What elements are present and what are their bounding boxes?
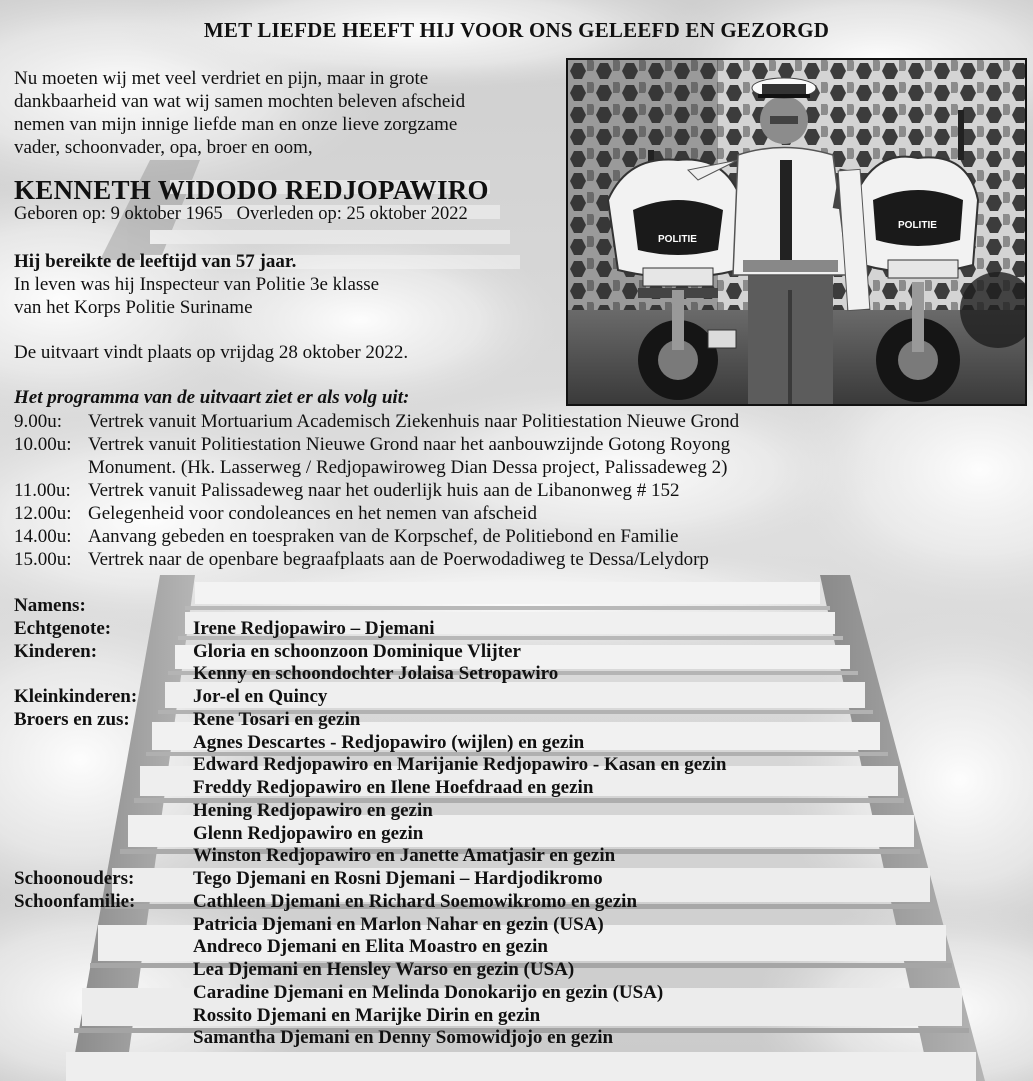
family-category: Broers en zus: [14,708,130,730]
family-category: Kinderen: [14,640,98,662]
program-item [14,410,1014,433]
intro-line: dankbaarheid van wat wij samen mochten beleven afscheid [14,91,466,112]
family-category [14,982,193,1005]
family-names: Agnes Descartes - Redjopawiro (wijlen) en gezin [193,731,585,753]
motorcycle-left-label: POLITIE [658,234,697,245]
program-text: Vertrek vanuit Politiestation Nieuwe Grond naar het aanbouwzijnde Gotong Royong [88,434,731,455]
family-category [14,732,193,755]
age-statement: Hij bereikte de leeftijd van 57 jaar. [14,251,297,272]
program-time: 9.00u: [14,411,63,432]
family-names: Kenny en schoondochter Jolaisa Setropawiro [193,663,559,685]
career-line: van het Korps Politie Suriname [14,297,253,318]
family-category: Kleinkinderen: [14,686,138,707]
family-names: Samantha Djemani en Denny Somowidjojo en gezin [193,1027,614,1049]
family-category [14,823,193,846]
family-category [14,959,193,982]
program-text: Vertrek vanuit Palissadeweg naar het ouderlijk huis aan de Libanonweg # 152 [88,480,680,501]
family-names: Cathleen Djemani en Richard Soemowikromo en gezin [193,890,638,912]
family-row [14,754,726,777]
career-line: In leven was hij Inspecteur van Politie 3e klasse [14,274,380,295]
family-names: Irene Redjopawiro – Djemani [193,617,435,639]
family-names: Winston Redjopawiro en Janette Amatjasir en gezin [193,845,616,867]
program-item [14,456,1014,479]
family-row [14,686,726,709]
deceased-name: KENNETH WIDODO REDJOPAWIRO [14,175,489,205]
family-row [14,959,726,982]
program-title: Het programma van de uitvaart ziet er als volg uit: [14,387,410,408]
family-row [14,641,726,664]
photo-illustration [568,60,1025,404]
family-category [14,914,193,937]
family-row [14,936,726,959]
family-category: Schoonfamilie: [14,890,136,912]
family-row [14,732,726,755]
program-text: Monument. (Hk. Lasserweg / Redjopawiroweg Dian Dessa project, Palissadeweg 2) [88,457,728,478]
family-row [14,982,726,1005]
family-names: Rossito Djemani en Marijke Dirin en gezin [193,1004,541,1026]
family-row [14,800,726,823]
family-category: Schoonouders: [14,868,135,889]
program-text: Vertrek naar de openbare begraafplaats aan de Poerwodadiweg te Dessa/Lelydorp [88,549,709,570]
family-names: Glenn Redjopawiro en gezin [193,822,424,844]
family-row [14,914,726,937]
program-item [14,502,1014,525]
birth-date: Geboren op: 9 oktober 1965 [14,204,223,224]
program-item [14,479,1014,502]
program-item [14,548,1014,571]
family-names: Gloria en schoonzoon Dominique Vlijter [193,640,521,662]
funeral-notice: De uitvaart vindt plaats op vrijdag 28 oktober 2022. [14,342,409,363]
family-row [14,823,726,846]
program-time: 11.00u: [14,480,71,501]
family-category: Echtgenote: [14,617,112,639]
portrait-photo [566,58,1027,406]
family-row [14,1005,726,1028]
family-row [14,777,726,800]
family-list [14,595,726,1050]
program-time [14,456,88,479]
family-row [14,709,726,732]
family-names: Caradine Djemani en Melinda Donokarijo en gezin (USA) [193,981,664,1003]
family-category [14,936,193,959]
death-date: Overleden op: 25 oktober 2022 [236,204,468,224]
program-time: 14.00u: [14,526,72,547]
intro-line: vader, schoonvader, opa, broer en oom, [14,137,313,158]
family-row [14,618,726,641]
program-time: 15.00u: [14,549,72,570]
family-category [14,1027,193,1050]
family-heading: Namens: [14,595,86,616]
family-category [14,777,193,800]
family-category [14,800,193,823]
headline: MET LIEFDE HEEFT HIJ VOOR ONS GELEEFD EN GEZORGD [203,18,830,42]
family-category [14,845,193,868]
family-names: Patricia Djemani en Marlon Nahar en gezin (USA) [193,913,604,935]
family-names: Tego Djemani en Rosni Djemani – Hardjodikromo [193,868,603,889]
program-list [14,410,1014,571]
family-category [14,663,193,686]
family-names: Hening Redjopawiro en gezin [193,799,433,821]
family-row [14,1027,726,1050]
life-dates [14,204,468,225]
program-text: Vertrek vanuit Mortuarium Academisch Ziekenhuis naar Politiestation Nieuwe Grond [88,411,740,432]
family-row [14,891,726,914]
intro-line: Nu moeten wij met veel verdriet en pijn, maar in grote [14,68,429,89]
program-text: Aanvang gebeden en toespraken van de Korpschef, de Politiebond en Familie [88,526,679,547]
intro-paragraph [14,67,569,159]
family-names: Freddy Redjopawiro en Ilene Hoefdraad en gezin [193,777,594,798]
family-names: Jor-el en Quincy [193,686,328,707]
family-names: Edward Redjopawiro en Marijanie Redjopawiro - Kasan en gezin [193,754,727,776]
age-and-career [14,250,379,319]
intro-line: nemen van mijn innige liefde man en onze lieve zorgzame [14,114,458,135]
family-row [14,663,726,686]
program-item [14,433,1014,456]
family-category [14,1005,193,1028]
family-row [14,868,726,891]
family-category [14,754,193,777]
program-time: 12.00u: [14,503,72,524]
motorcycle-right-label: POLITIE [898,220,937,231]
program-time: 10.00u: [14,434,72,455]
family-names: Andreco Djemani en Elita Moastro en gezin [193,936,548,958]
program-text: Gelegenheid voor condoleances en het nemen van afscheid [88,503,537,524]
family-names: Rene Tosari en gezin [193,708,361,730]
program-item [14,525,1014,548]
family-names: Lea Djemani en Hensley Warso en gezin (USA) [193,959,575,980]
family-row [14,845,726,868]
